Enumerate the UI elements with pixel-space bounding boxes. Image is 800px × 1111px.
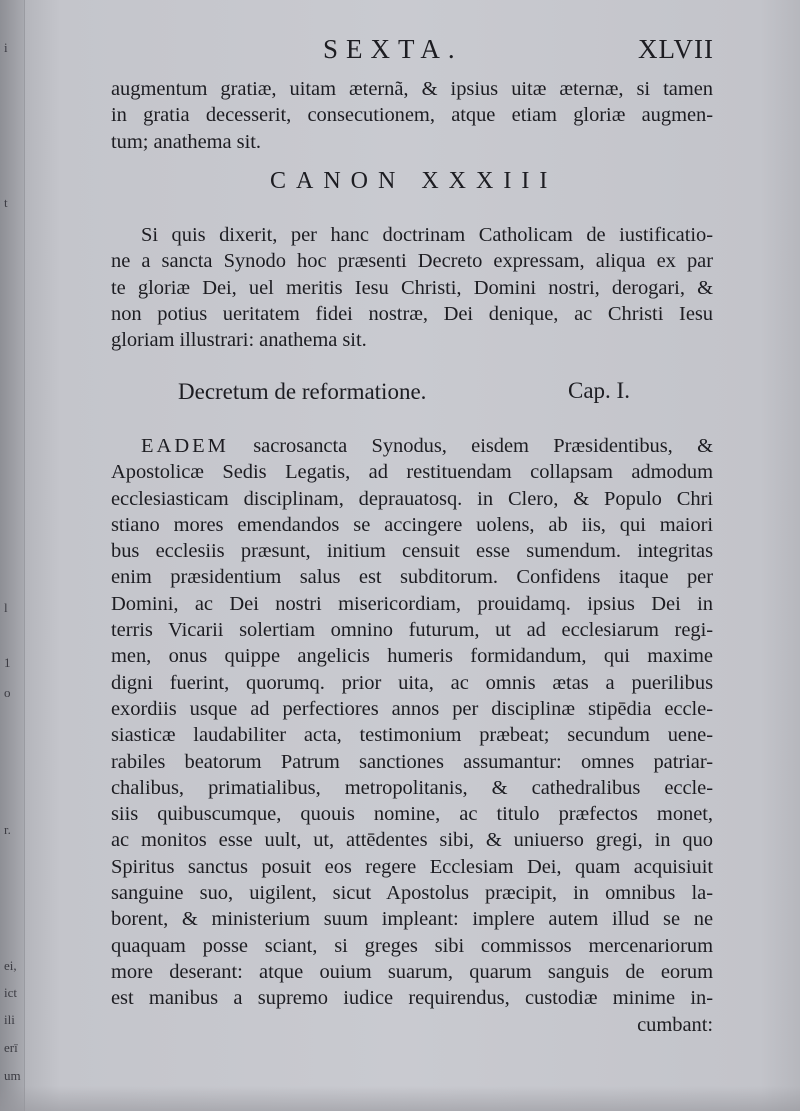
margin-mark: um <box>4 1068 21 1083</box>
text-line: bus ecclesiis præsunt, initium censuit esse sumendum. integritas <box>111 540 713 563</box>
text-line: augmentum gratiæ, uitam æternã, & ipsius uitæ æternæ, si tamen <box>111 78 713 100</box>
text-line: sanguine suo, uigilent, sicut Apostolus præcipit, in omnibus la- <box>111 882 713 905</box>
text-line: chalibus, primatialibus, metropolitanis, & cathedralibus eccle- <box>111 776 713 799</box>
text-line: Apostolicæ Sedis Legatis, ad restituendam collapsam admodum <box>111 461 713 484</box>
chapter-heading: Cap. I. <box>568 378 630 403</box>
text-line: enim præsidentium salus est subditorum. Confidens itaque per <box>111 566 713 589</box>
text-line: siasticæ laudabiliter acta, testimonium præbeat; secundum uene- <box>111 724 713 747</box>
text-line: te gloriæ Dei, uel meritis Iesu Christi, Domini nostri, derogari, & <box>111 276 713 299</box>
text-line <box>111 433 713 459</box>
text-line: Domini, ac Dei nostri misericordiam, prouidamq. ipsius Dei in <box>111 592 713 615</box>
margin-mark: t <box>4 195 8 210</box>
text-line: stiano mores emendandos se accingere uolens, ab iis, qui maiori <box>111 513 713 536</box>
text-line: more deserant: atque ouium suarum, quarum sanguis de eorum <box>111 960 713 983</box>
page-header <box>0 34 800 74</box>
margin-mark: ict <box>4 985 17 1000</box>
first-line-text: sacrosancta Synodus, eisdem Præsidentibus, & <box>253 435 713 457</box>
margin-mark: i <box>4 40 8 55</box>
text-line: quaquam posse sciant, si greges sibi commissos mercenariorum <box>111 934 713 957</box>
text-line: ne a sancta Synodo hoc præsenti Decreto expressam, aliqua ex par <box>111 250 713 273</box>
text-line: Si quis dixerit, per hanc doctrinam Catholicam de iustificatio- <box>141 224 713 246</box>
folio-number: XLVII <box>638 34 714 64</box>
text-line: non potius ueritatem fidei nostræ, Dei denique, ac Christi Iesu <box>111 302 713 325</box>
text-line: siis quibuscumque, quouis nomine, ac titulo præfectos monet, <box>111 803 713 826</box>
text-line: in gratia decesserit, consecutionem, atque etiam gloriæ augmen- <box>111 104 713 127</box>
margin-mark: erī <box>4 1040 18 1055</box>
decree-heading: Decretum de reformatione. <box>178 379 427 404</box>
text-line: exordiis usque ad perfectiores annos per disciplinæ stipēdia eccle- <box>111 697 713 720</box>
left-margin-fragments <box>0 0 30 1111</box>
text-line: terris Vicarii solertiam omnino futurum, ut ad ecclesiarum regi- <box>111 619 713 642</box>
initial-word: EADEM <box>141 435 229 457</box>
canon-paragraph <box>111 222 713 353</box>
margin-mark: ei, <box>4 958 17 973</box>
continuation-paragraph <box>111 76 713 155</box>
text-line: Spiritus sanctus posuit eos regere Ecclesiam Dei, quam acquisiuit <box>111 855 713 878</box>
margin-mark: ili <box>4 1012 15 1027</box>
text-line: gloriam illustrari: anathema sit. <box>111 329 367 352</box>
page-bottom-shadow <box>0 1086 800 1111</box>
margin-mark: r. <box>4 822 11 837</box>
text-line: men, onus quippe angelicis humeris formidandum, qui maxime <box>111 645 713 668</box>
text-line: rabiles beatorum Patrum sanctiones assumantur: omnes patriar- <box>111 750 713 773</box>
text-line: ac monitos esse uult, ut, attēdentes sibi, & uniuerso gregi, in quo <box>111 829 713 852</box>
text-line: ecclesiasticam disciplinam, deprauatosq. in Clero, & Populo Chri <box>111 487 713 510</box>
canon-heading: CANON XXXIII <box>270 168 558 194</box>
margin-mark: l <box>4 600 8 615</box>
text-line: tum; anathema sit. <box>111 130 261 153</box>
running-head: SEXTA. <box>323 34 463 64</box>
text-line: digni fuerint, quorumq. prior uita, ac omnis ætas a puerilibus <box>111 671 713 694</box>
decree-paragraph <box>111 433 713 1038</box>
catchword: cumbant: <box>637 1013 713 1036</box>
text-line: est manibus a supremo iudice requirendus, custodiæ minime in- <box>111 987 713 1010</box>
text-line: borent, & ministerium suum impleant: implere autem illud se ne <box>111 908 713 931</box>
margin-mark: o <box>4 685 11 700</box>
margin-mark: 1 <box>4 655 11 670</box>
